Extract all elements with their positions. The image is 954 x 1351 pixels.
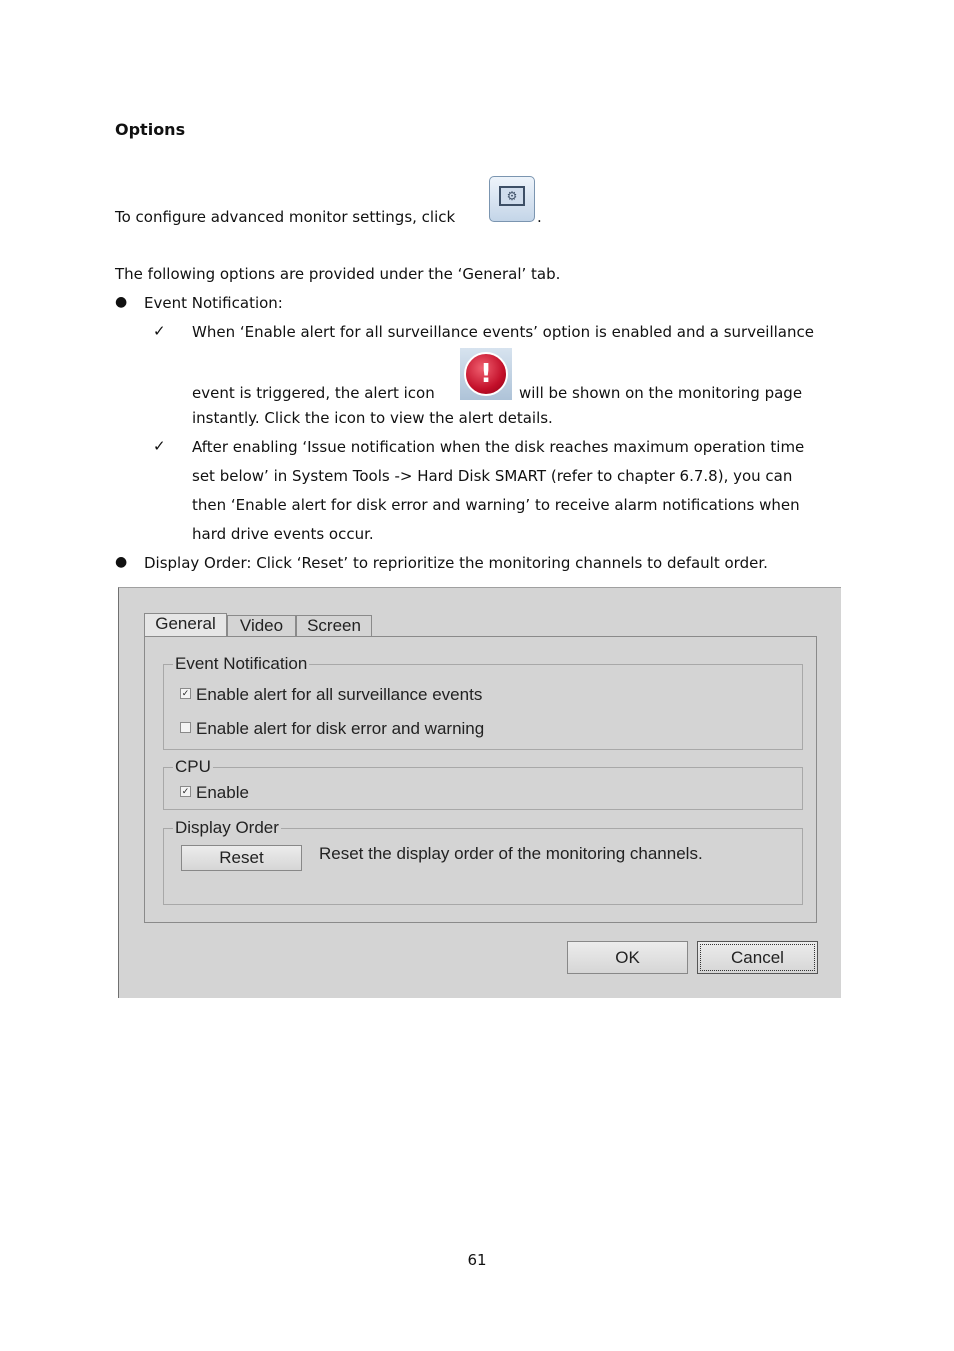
alert-disk-option[interactable] bbox=[180, 719, 484, 739]
item1-line2-before: event is triggered, the alert icon bbox=[192, 384, 435, 402]
cancel-button[interactable]: Cancel bbox=[697, 941, 818, 974]
event-notification-group bbox=[163, 654, 803, 750]
ok-button[interactable]: OK bbox=[567, 941, 688, 974]
alert-icon bbox=[460, 348, 512, 400]
gear-icon: ⚙ bbox=[506, 189, 518, 203]
alert-surveillance-label: Enable alert for all surveillance events bbox=[196, 685, 483, 704]
display-order-group bbox=[163, 818, 803, 905]
section-heading: Options bbox=[115, 120, 186, 139]
item2-line4: hard drive events occur. bbox=[192, 525, 374, 543]
intro-label: To configure advanced monitor settings, click bbox=[115, 208, 456, 226]
monitor-settings-icon bbox=[489, 176, 535, 222]
cpu-enable-option[interactable] bbox=[180, 783, 249, 803]
item2-line1: After enabling ‘Issue notification when the disk reaches maximum operation time bbox=[192, 438, 805, 456]
display-order-text: Display Order: Click ‘Reset’ to reprioritize the monitoring channels to default order. bbox=[144, 554, 768, 572]
reset-button[interactable]: Reset bbox=[181, 845, 302, 871]
exclamation-icon: ! bbox=[480, 359, 492, 389]
tab-video[interactable]: Video bbox=[227, 615, 296, 637]
display-order-legend: Display Order bbox=[175, 818, 279, 837]
display-order-description: Reset the display order of the monitoring channels. bbox=[319, 844, 703, 863]
tab-general[interactable]: General bbox=[144, 613, 227, 636]
bullet-icon: ● bbox=[115, 554, 128, 570]
bullet-icon: ● bbox=[115, 294, 128, 310]
item1-line2-after: will be shown on the monitoring page bbox=[519, 384, 803, 402]
checkbox-checked[interactable]: ✓ bbox=[181, 688, 190, 699]
checkbox-checked[interactable]: ✓ bbox=[181, 786, 190, 797]
alert-disk-label: Enable alert for disk error and warning bbox=[196, 719, 485, 738]
monitor-screen-shape bbox=[499, 186, 525, 206]
checkbox-unchecked[interactable] bbox=[180, 722, 191, 733]
options-dialog bbox=[118, 587, 841, 998]
intro-text bbox=[115, 207, 455, 227]
item1-line1: When ‘Enable alert for all surveillance events’ option is enabled and a surveillance bbox=[192, 323, 814, 341]
general-intro: The following options are provided under the ‘General’ tab. bbox=[115, 265, 561, 283]
event-notification-label: Event Notification: bbox=[144, 294, 283, 312]
item2-line3: then ‘Enable alert for disk error and warning’ to receive alarm notifications when bbox=[192, 496, 800, 514]
checkmark-icon: ✓ bbox=[153, 437, 166, 455]
tab-screen[interactable]: Screen bbox=[296, 615, 372, 637]
cpu-enable-label: Enable bbox=[196, 783, 249, 802]
item2-line2: set below’ in System Tools -> Hard Disk SMART (refer to chapter 6.7.8), you can bbox=[192, 467, 793, 485]
page-number: 61 bbox=[467, 1251, 487, 1269]
general-tab-panel bbox=[144, 636, 817, 923]
checkmark-icon: ✓ bbox=[153, 322, 166, 340]
alert-disc bbox=[464, 352, 508, 396]
cpu-group bbox=[163, 757, 803, 810]
intro-suffix: . bbox=[537, 208, 542, 226]
cpu-legend: CPU bbox=[175, 757, 211, 776]
event-notification-legend: Event Notification bbox=[175, 654, 308, 673]
alert-surveillance-option[interactable] bbox=[180, 685, 482, 705]
item1-line3: instantly. Click the icon to view the alert details. bbox=[192, 409, 553, 427]
